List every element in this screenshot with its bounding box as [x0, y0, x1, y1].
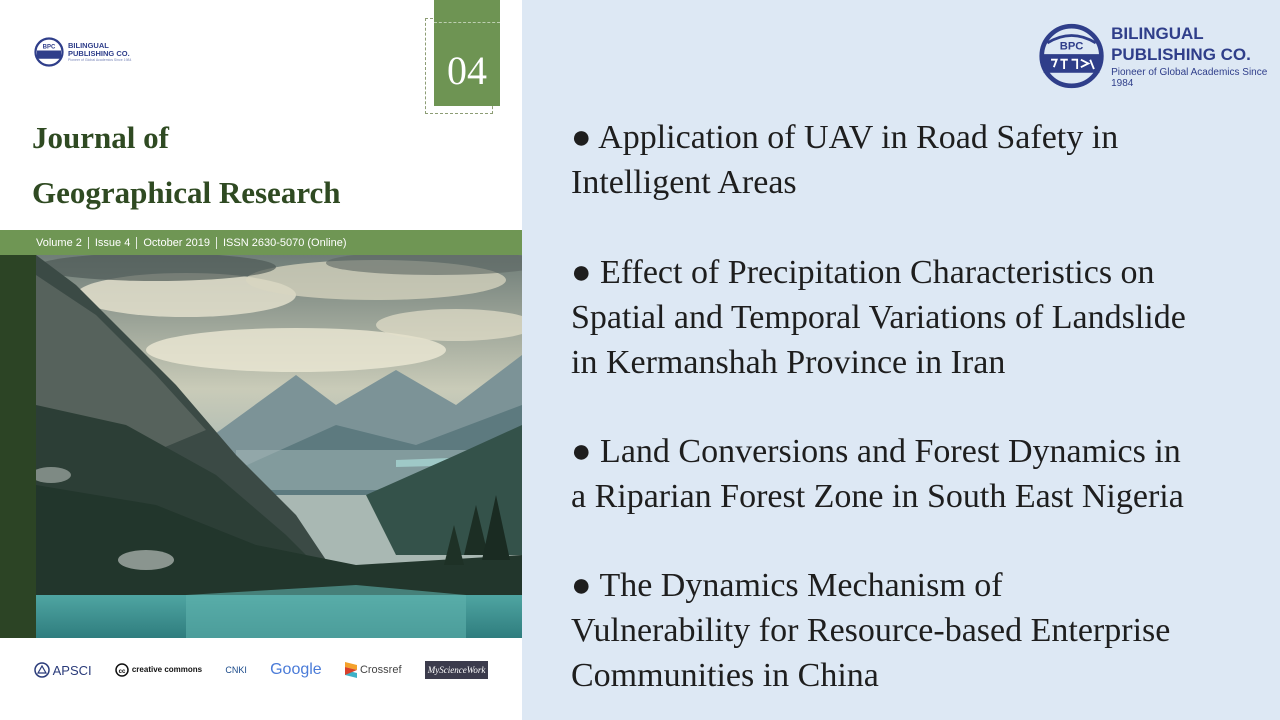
- bpc-badge-text: BPC: [1059, 40, 1084, 53]
- article-title-line: a Riparian Forest Zone in South East Nigeria: [571, 478, 1184, 515]
- article-title-line: ● Land Conversions and Forest Dynamics in: [571, 433, 1181, 470]
- cc-icon: [115, 663, 129, 677]
- meta-divider: [88, 237, 89, 249]
- bullet-icon: ●: [571, 433, 592, 470]
- mountain-lake-photo: [36, 255, 522, 638]
- mysciencework-logo: [425, 661, 489, 679]
- bullet-icon: ●: [571, 567, 592, 604]
- article-title-line: Spatial and Temporal Variations of Landslide: [571, 299, 1186, 336]
- meta-date: October 2019: [143, 236, 210, 249]
- article-item: [571, 563, 1271, 698]
- cover-side-band: [0, 255, 36, 638]
- journal-title-line-2: Geographical Research: [32, 175, 341, 210]
- meta-divider: [216, 237, 217, 249]
- indexing-logos: [0, 650, 522, 690]
- apsci-logo: [34, 662, 92, 678]
- small-logo-tagline: Pioneer of Global Academics Since 1984: [68, 57, 132, 62]
- article-title-line: Vulnerability for Resource-based Enterprise: [571, 612, 1171, 649]
- crossref-logo: [345, 662, 402, 678]
- publisher-small-logo: [34, 37, 131, 67]
- meta-issue: Issue 4: [94, 236, 131, 249]
- cc-label: creative commons: [131, 665, 203, 675]
- msw-label: MyScienceWork: [427, 665, 486, 675]
- cnki-logo: [225, 665, 247, 675]
- apsci-icon: [34, 662, 50, 678]
- bullet-icon: ●: [571, 119, 592, 156]
- article-title-line: ● Effect of Precipitation Characteristics on: [571, 254, 1155, 291]
- issue-meta-bar: [0, 230, 522, 255]
- article-title-line: in Kermanshah Province in Iran: [571, 344, 1006, 381]
- article-title-line: ● Application of UAV in Road Safety in: [571, 119, 1119, 156]
- publisher-name-line-2: PUBLISHING CO.: [1111, 45, 1251, 64]
- google-label: Google: [270, 661, 322, 678]
- google-logo: [270, 661, 322, 679]
- journal-title: [32, 110, 341, 220]
- bpc-seal-icon: [1038, 20, 1105, 92]
- article-item: [571, 429, 1271, 519]
- bpc-seal-icon: [34, 37, 64, 67]
- meta-volume: Volume 2: [36, 236, 82, 249]
- cnki-label: CNKI: [225, 665, 247, 675]
- publisher-logo: [1038, 20, 1280, 92]
- publisher-name-line-1: BILINGUAL: [1111, 24, 1204, 43]
- article-title-line: ● The Dynamics Mechanism of: [571, 567, 1003, 604]
- article-item: [571, 250, 1271, 385]
- svg-text:cc: cc: [118, 669, 126, 675]
- small-logo-name-2: PUBLISHING CO.: [68, 48, 130, 58]
- meta-divider: [136, 237, 137, 249]
- issue-number-box: [434, 0, 500, 106]
- article-title-line: Communities in China: [571, 657, 879, 694]
- small-logo-name-1: BILINGUAL: [68, 40, 109, 50]
- crossref-label: Crossref: [359, 664, 402, 676]
- creative-commons-logo: [115, 663, 202, 677]
- publisher-tagline: Pioneer of Global Academics Since 1984: [1111, 67, 1268, 89]
- journal-title-line-1: Journal of: [32, 120, 169, 155]
- bullet-icon: ●: [571, 254, 592, 291]
- article-title-line: Intelligent Areas: [571, 164, 797, 201]
- apsci-label: APSCI: [52, 662, 92, 678]
- crossref-icon: [345, 662, 357, 678]
- issue-number: 04: [447, 48, 487, 93]
- meta-issn: ISSN 2630-5070 (Online): [223, 236, 347, 249]
- small-logo-badge: BPC: [42, 44, 56, 51]
- article-item: [571, 115, 1271, 205]
- journal-cover: [0, 0, 522, 720]
